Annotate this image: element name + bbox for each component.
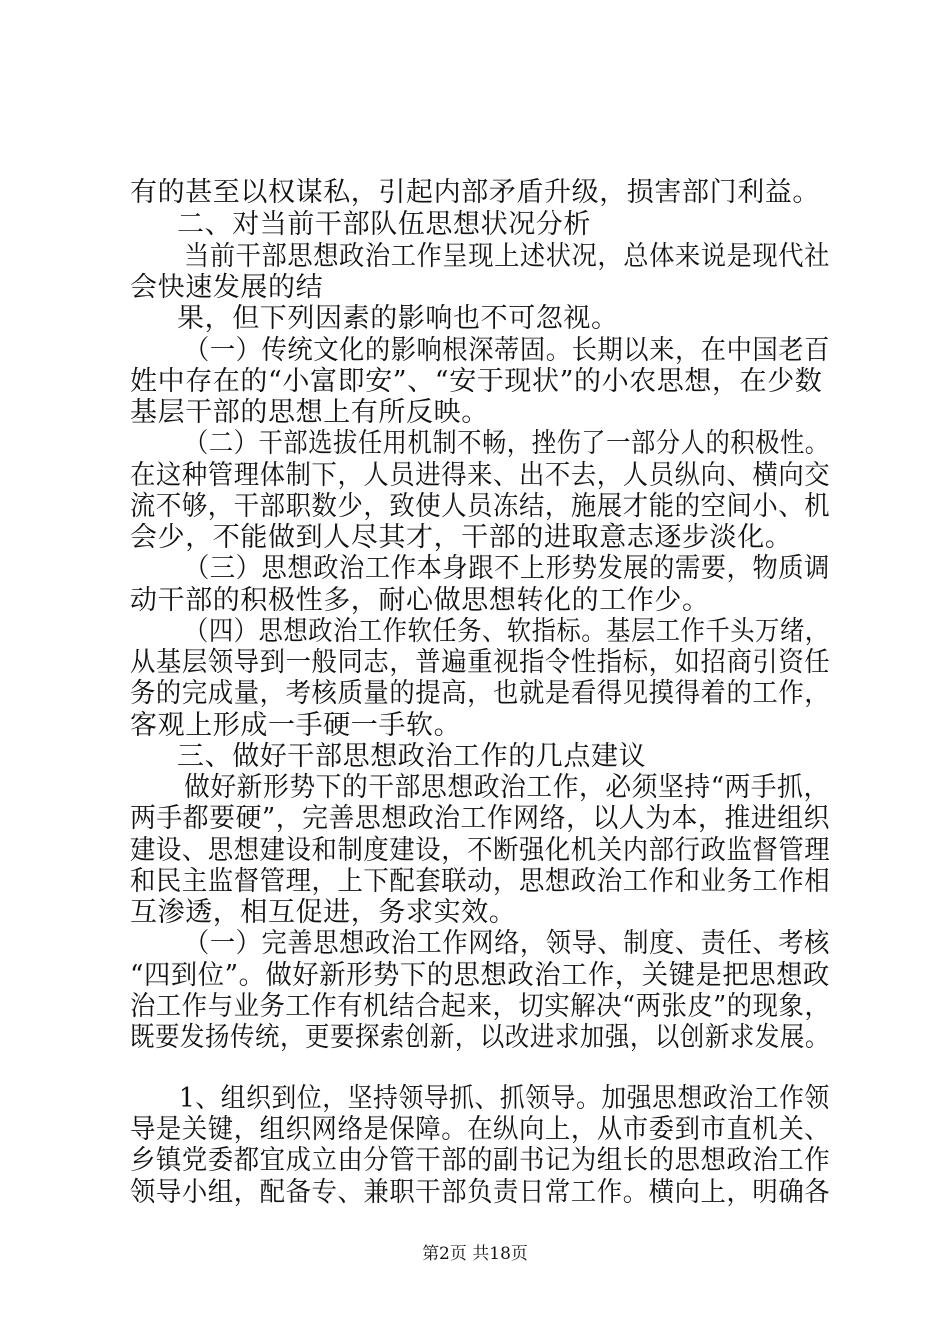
text-line: 1、组织到位，坚持领导抓、抓领导。加强思想政治工作领 bbox=[179, 1083, 830, 1114]
text-line: 果，但下列因素的影响也不可忽视。 bbox=[177, 303, 619, 334]
text-line: （二）干部选拔任用机制不畅，挫伤了一部分人的积极性。 bbox=[184, 428, 830, 459]
text-line: 当前干部思想政治工作呈现上述状况，总体来说是现代社 bbox=[184, 241, 830, 272]
text-line: 会少，不能做到人尽其才，干部的进取意志逐步淡化。 bbox=[130, 522, 793, 553]
text-line: 动干部的积极性多，耐心做思想转化的工作少。 bbox=[130, 585, 710, 616]
text-line: 和民主监督管理，上下配套联动，思想政治工作和业务工作相 bbox=[130, 866, 831, 897]
text-line: 在这种管理体制下，人员进得来、出不去，人员纵向、横向交 bbox=[130, 460, 831, 491]
text-line: 两手都要硬”，完善思想政治工作网络，以人为本，推进组织 bbox=[130, 803, 831, 834]
text-line: 从基层领导到一般同志，普遍重视指令性指标，如招商引资任 bbox=[130, 647, 831, 678]
text-line: 客观上形成一手硬一手软。 bbox=[130, 710, 462, 741]
page-number: 第2页 共18页 bbox=[422, 1244, 528, 1264]
text-line: 流不够，干部职数少，致使人员冻结，施展才能的空间小、机 bbox=[130, 491, 831, 522]
text-line: 做好新形势下的干部思想政治工作，必须坚持“两手抓， bbox=[184, 772, 830, 803]
text-line: 基层干部的思想上有所反映。 bbox=[130, 397, 489, 428]
section-heading: 三、做好干部思想政治工作的几点建议 bbox=[177, 741, 647, 772]
text-line: 治工作与业务工作有机结合起来，切实解决“两张皮”的现象， bbox=[130, 991, 831, 1022]
text-line: 领导小组，配备专、兼职干部负责日常工作。横向上，明确各 bbox=[130, 1177, 831, 1208]
text-line: “四到位”。做好新形势下的思想政治工作，关键是把思想政 bbox=[130, 960, 830, 991]
text-line: （四）思想政治工作软任务、软指标。基层工作千头万绪， bbox=[184, 616, 830, 647]
text-line: 乡镇党委都宜成立由分管干部的副书记为组长的思想政治工作 bbox=[130, 1145, 831, 1176]
text-line: 既要发扬传统，更要探索创新，以改进求加强，以创新求发展。 bbox=[130, 1022, 830, 1053]
text-line: （三）思想政治工作本身跟不上形势发展的需要，物质调 bbox=[184, 553, 830, 584]
text-line: （一）完善思想政治工作网络，领导、制度、责任、考核 bbox=[184, 928, 830, 959]
text-line: 互渗透，相互促进，务求实效。 bbox=[130, 897, 517, 928]
text-line: 姓中存在的“小富即安”、“安于现状”的小农思想，在少数 bbox=[130, 366, 823, 397]
text-line: 务的完成量，考核质量的提高，也就是看得见摸得着的工作， bbox=[130, 678, 831, 709]
text-line: 会快速发展的结 bbox=[130, 272, 324, 303]
text-line: 有的甚至以权谋私，引起内部矛盾升级，损害部门利益。 bbox=[130, 177, 820, 208]
text-line: （一）传统文化的影响根深蒂固。长期以来，在中国老百 bbox=[184, 335, 830, 366]
text-line: 建设、思想建设和制度建设，不断强化机关内部行政监督管理 bbox=[130, 835, 831, 866]
text-line: 导是关键，组织网络是保障。在纵向上，从市委到市直机关、 bbox=[130, 1114, 831, 1145]
section-heading: 二、对当前干部队伍思想状况分析 bbox=[177, 209, 591, 240]
